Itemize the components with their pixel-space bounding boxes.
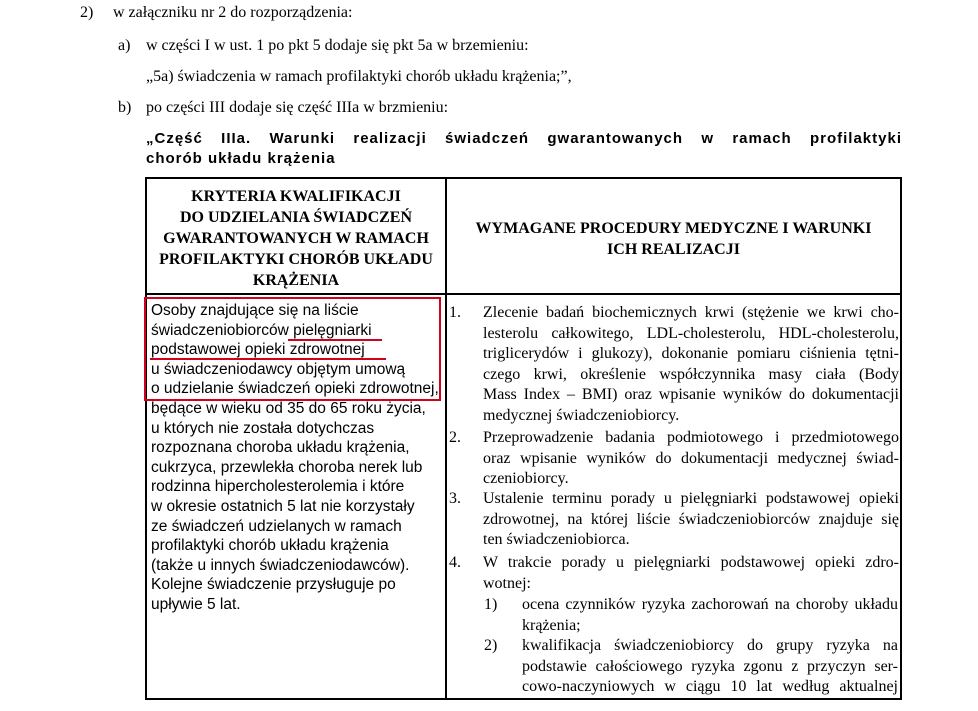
highlight-box [144, 297, 441, 401]
section-heading-line2: chorób układu krążenia [146, 150, 336, 167]
qualification-criteria-text: Osoby znajdujące się na liście świadczeniobiorców pielęgniarki podstawowej opieki zdrowotnej u świadczeniodawcy objętym umową o udzielanie świadczeń opieki zdrowotnej, będące w wieku od 35 do 65 roku życia, u których nie została dotychczas rozpoznana choroba układu krążenia, cukrzyca, przewlekła choroba nerek lub rodzinna hipercholesterolemia i które w okresie ostatnich 5 lat nie korzystały ze świadczeń udzielanych w ramach profilaktyki chorób układu krążenia (także u innych świadczeniodawców). Kolejne świadczenie przysługuje po upływie 5 lat. [151, 302, 439, 613]
point-2-text: w załączniku nr 2 do rozporządzenia: [113, 4, 353, 21]
point-b-text: po części III dodaje się część IIIa w brzmieniu: [146, 99, 449, 116]
col1-header: KRYTERIA KWALIFIKACJI DO UDZIELANIA ŚWIADCZEŃ GWARANTOWANYCH W RAMACH PROFILAKTYKI CHORÓB UKŁADU KRĄŻENIA [159, 188, 433, 289]
point-b-label: b) [118, 99, 132, 116]
highlight-underline-2 [150, 358, 386, 360]
section-heading-line1: „Część IIIa. Warunki realizacji świadczeń gwarantowanych w ramach profilaktyki [146, 130, 902, 147]
col2-header: WYMAGANE PROCEDURY MEDYCZNE I WARUNKI ICH REALIZACJI [475, 220, 872, 258]
highlight-underline-1 [288, 339, 382, 341]
table-header-divider [145, 293, 902, 295]
point-a-quote: „5a) świadczenia w ramach profilaktyki chorób układu krążenia;”, [146, 68, 572, 85]
point-2-number: 2) [80, 4, 94, 21]
point-a-text: w części I w ust. 1 po pkt 5 dodaje się pkt 5a w brzemieniu: [146, 37, 529, 54]
point-a-label: a) [118, 37, 131, 54]
